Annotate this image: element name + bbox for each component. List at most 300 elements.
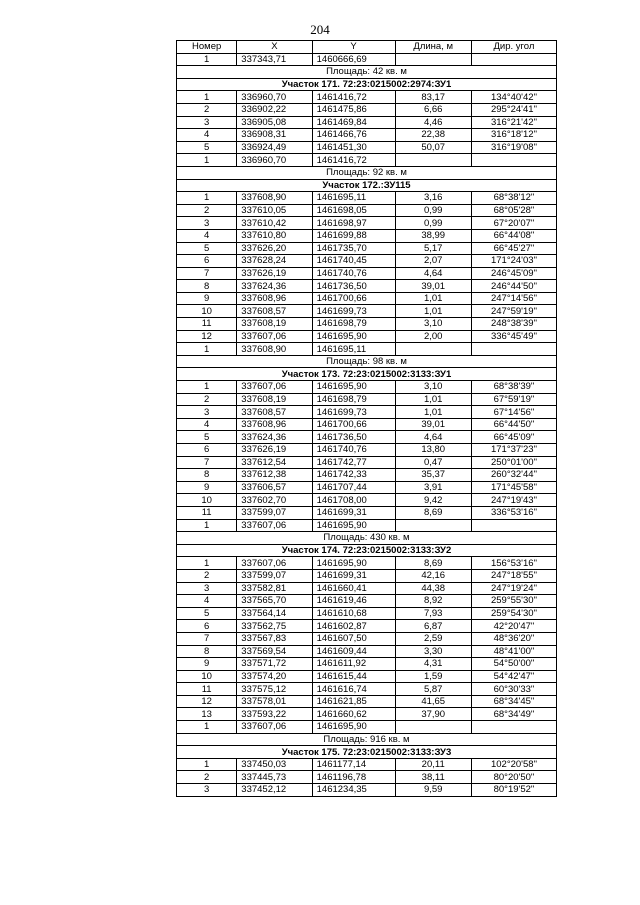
- table-row: [177, 204, 557, 217]
- direction-angle-cell: 54°50'00": [471, 658, 556, 671]
- table-row: [177, 318, 557, 331]
- point-number-cell: 1: [177, 343, 237, 356]
- coord-x-cell: 337607,06: [237, 519, 312, 532]
- point-number-cell: 1: [177, 154, 237, 167]
- coord-x-cell: 336960,70: [237, 154, 312, 167]
- segment-length-cell: 6,87: [395, 620, 471, 633]
- direction-angle-cell: 247°19'43": [471, 494, 556, 507]
- coord-x-cell: 337607,06: [237, 557, 312, 570]
- direction-angle-cell: 336°53'16": [471, 506, 556, 519]
- coord-y-cell: 1461466,76: [312, 129, 395, 142]
- point-number-cell: 12: [177, 330, 237, 343]
- segment-length-cell: 4,64: [395, 431, 471, 444]
- coord-y-cell: 1461234,35: [312, 784, 395, 797]
- segment-length-cell: 2,59: [395, 632, 471, 645]
- table-row: [177, 91, 557, 104]
- header-y: Y: [312, 41, 395, 54]
- segment-length-cell: 22,38: [395, 129, 471, 142]
- coord-y-cell: 1461699,88: [312, 229, 395, 242]
- segment-length-cell: 0,99: [395, 204, 471, 217]
- coord-x-cell: 336902,22: [237, 103, 312, 116]
- area-row: [177, 733, 557, 746]
- segment-length-cell: 20,11: [395, 758, 471, 771]
- table-row: [177, 267, 557, 280]
- coord-x-cell: 337608,90: [237, 343, 312, 356]
- coord-x-cell: 337445,73: [237, 771, 312, 784]
- coord-y-cell: 1461740,76: [312, 267, 395, 280]
- coord-x-cell: 337612,38: [237, 469, 312, 482]
- coord-x-cell: 337624,36: [237, 431, 312, 444]
- point-number-cell: 6: [177, 255, 237, 268]
- table-row: [177, 494, 557, 507]
- table-row: [177, 53, 557, 66]
- coord-x-cell: 337607,06: [237, 381, 312, 394]
- segment-length-cell: 50,07: [395, 141, 471, 154]
- coord-x-cell: 337610,05: [237, 204, 312, 217]
- table-row: [177, 217, 557, 230]
- point-number-cell: 8: [177, 280, 237, 293]
- segment-length-cell: 1,01: [395, 292, 471, 305]
- table-row: [177, 280, 557, 293]
- plot-title-row: [177, 179, 557, 192]
- coord-y-cell: 1460666,69: [312, 53, 395, 66]
- table-row: [177, 683, 557, 696]
- coord-x-cell: 337574,20: [237, 670, 312, 683]
- coord-y-cell: 1461609,44: [312, 645, 395, 658]
- coord-x-cell: 337610,80: [237, 229, 312, 242]
- point-number-cell: 11: [177, 506, 237, 519]
- coord-x-cell: 336924,49: [237, 141, 312, 154]
- coord-y-cell: 1461707,44: [312, 481, 395, 494]
- point-number-cell: 7: [177, 267, 237, 280]
- plot-title: Участок 175. 72:23:0215002:3133:ЗУ3: [177, 746, 557, 759]
- point-number-cell: 1: [177, 381, 237, 394]
- coord-y-cell: 1461740,76: [312, 444, 395, 457]
- coord-x-cell: 336960,70: [237, 91, 312, 104]
- segment-length-cell: 6,66: [395, 103, 471, 116]
- table-row: [177, 255, 557, 268]
- header-number: Номер: [177, 41, 237, 54]
- direction-angle-cell: 246°45'09": [471, 267, 556, 280]
- point-number-cell: 2: [177, 569, 237, 582]
- coord-x-cell: 337607,06: [237, 330, 312, 343]
- table-row: [177, 595, 557, 608]
- table-row: [177, 406, 557, 419]
- point-number-cell: 2: [177, 393, 237, 406]
- direction-angle-cell: 67°20'07": [471, 217, 556, 230]
- direction-angle-cell: 171°37'23": [471, 444, 556, 457]
- coord-x-cell: 337571,72: [237, 658, 312, 671]
- point-number-cell: 9: [177, 658, 237, 671]
- table-row: [177, 444, 557, 457]
- point-number-cell: 7: [177, 632, 237, 645]
- coord-x-cell: 337606,57: [237, 481, 312, 494]
- coord-y-cell: 1461416,72: [312, 91, 395, 104]
- direction-angle-cell: 260°32'44": [471, 469, 556, 482]
- coord-y-cell: 1461695,90: [312, 519, 395, 532]
- direction-angle-cell: 246°44'50": [471, 280, 556, 293]
- segment-length-cell: 41,65: [395, 695, 471, 708]
- table-row: [177, 721, 557, 734]
- plot-title: Участок 173. 72:23:0215002:3133:ЗУ1: [177, 368, 557, 381]
- point-number-cell: 3: [177, 582, 237, 595]
- direction-angle-cell: 80°19'52": [471, 784, 556, 797]
- segment-length-cell: 3,10: [395, 318, 471, 331]
- direction-angle-cell: [471, 154, 556, 167]
- coord-y-cell: 1461451,30: [312, 141, 395, 154]
- segment-length-cell: 1,01: [395, 393, 471, 406]
- table-row: [177, 381, 557, 394]
- table-row: [177, 569, 557, 582]
- segment-length-cell: 37,90: [395, 708, 471, 721]
- segment-length-cell: 38,11: [395, 771, 471, 784]
- point-number-cell: 1: [177, 758, 237, 771]
- point-number-cell: 4: [177, 595, 237, 608]
- coord-y-cell: 1461610,68: [312, 607, 395, 620]
- point-number-cell: 3: [177, 406, 237, 419]
- segment-length-cell: 8,69: [395, 506, 471, 519]
- table-row: [177, 242, 557, 255]
- point-number-cell: 4: [177, 129, 237, 142]
- coord-y-cell: 1461698,97: [312, 217, 395, 230]
- segment-length-cell: 0,47: [395, 456, 471, 469]
- segment-length-cell: 4,46: [395, 116, 471, 129]
- coord-y-cell: 1461698,79: [312, 318, 395, 331]
- segment-length-cell: 3,30: [395, 645, 471, 658]
- point-number-cell: 1: [177, 91, 237, 104]
- table-row: [177, 607, 557, 620]
- coord-x-cell: 337599,07: [237, 506, 312, 519]
- direction-angle-cell: 67°14'56": [471, 406, 556, 419]
- point-number-cell: 12: [177, 695, 237, 708]
- point-number-cell: 8: [177, 645, 237, 658]
- header-x: X: [237, 41, 312, 54]
- coordinates-table: [176, 40, 557, 797]
- coord-y-cell: 1461611,92: [312, 658, 395, 671]
- coord-x-cell: 337565,70: [237, 595, 312, 608]
- direction-angle-cell: [471, 519, 556, 532]
- area-label: Площадь: 916 кв. м: [177, 733, 557, 746]
- table-row: [177, 519, 557, 532]
- coord-x-cell: 337593,22: [237, 708, 312, 721]
- area-row: [177, 532, 557, 545]
- coord-y-cell: 1461196,78: [312, 771, 395, 784]
- coord-x-cell: 337612,54: [237, 456, 312, 469]
- direction-angle-cell: 247°59'19": [471, 305, 556, 318]
- coord-y-cell: 1461695,90: [312, 330, 395, 343]
- coord-y-cell: 1461742,33: [312, 469, 395, 482]
- table-row: [177, 456, 557, 469]
- direction-angle-cell: 247°14'56": [471, 292, 556, 305]
- table-header-row: [177, 41, 557, 54]
- point-number-cell: 2: [177, 204, 237, 217]
- segment-length-cell: 42,16: [395, 569, 471, 582]
- area-label: Площадь: 92 кв. м: [177, 166, 557, 179]
- coord-y-cell: 1461736,50: [312, 431, 395, 444]
- point-number-cell: 6: [177, 444, 237, 457]
- coord-y-cell: 1461615,44: [312, 670, 395, 683]
- point-number-cell: 6: [177, 620, 237, 633]
- plot-title: Участок 174. 72:23:0215002:3133:ЗУ2: [177, 544, 557, 557]
- coord-y-cell: 1461698,79: [312, 393, 395, 406]
- coord-x-cell: 337608,57: [237, 305, 312, 318]
- coord-x-cell: 336908,31: [237, 129, 312, 142]
- direction-angle-cell: 48°41'00": [471, 645, 556, 658]
- coord-y-cell: 1461699,31: [312, 569, 395, 582]
- table-row: [177, 670, 557, 683]
- direction-angle-cell: 295°24'41": [471, 103, 556, 116]
- point-number-cell: 5: [177, 607, 237, 620]
- direction-angle-cell: 102°20'58": [471, 758, 556, 771]
- coord-y-cell: 1461469,84: [312, 116, 395, 129]
- table-row: [177, 418, 557, 431]
- coord-x-cell: 337608,96: [237, 292, 312, 305]
- coord-x-cell: 337608,96: [237, 418, 312, 431]
- table-row: [177, 141, 557, 154]
- point-number-cell: 9: [177, 292, 237, 305]
- segment-length-cell: 35,37: [395, 469, 471, 482]
- point-number-cell: 4: [177, 418, 237, 431]
- point-number-cell: 1: [177, 192, 237, 205]
- table-row: [177, 103, 557, 116]
- segment-length-cell: 83,17: [395, 91, 471, 104]
- coord-y-cell: 1461740,45: [312, 255, 395, 268]
- segment-length-cell: [395, 519, 471, 532]
- point-number-cell: 5: [177, 431, 237, 444]
- table-row: [177, 393, 557, 406]
- table-row: [177, 632, 557, 645]
- point-number-cell: 2: [177, 771, 237, 784]
- segment-length-cell: [395, 154, 471, 167]
- segment-length-cell: 5,87: [395, 683, 471, 696]
- segment-length-cell: 3,16: [395, 192, 471, 205]
- table-row: [177, 154, 557, 167]
- table-row: [177, 192, 557, 205]
- direction-angle-cell: 336°45'49": [471, 330, 556, 343]
- coord-y-cell: 1461475,86: [312, 103, 395, 116]
- direction-angle-cell: 259°54'30": [471, 607, 556, 620]
- direction-angle-cell: 60°30'33": [471, 683, 556, 696]
- direction-angle-cell: 66°45'27": [471, 242, 556, 255]
- segment-length-cell: [395, 343, 471, 356]
- point-number-cell: 7: [177, 456, 237, 469]
- coord-x-cell: 337452,12: [237, 784, 312, 797]
- coord-x-cell: 337626,19: [237, 444, 312, 457]
- coord-y-cell: 1461708,00: [312, 494, 395, 507]
- table-row: [177, 620, 557, 633]
- coord-y-cell: 1461735,70: [312, 242, 395, 255]
- table-row: [177, 557, 557, 570]
- coord-x-cell: 336905,08: [237, 116, 312, 129]
- coord-x-cell: 337608,19: [237, 393, 312, 406]
- table-row: [177, 343, 557, 356]
- coord-y-cell: 1461700,66: [312, 292, 395, 305]
- header-length: Длина, м: [395, 41, 471, 54]
- direction-angle-cell: [471, 53, 556, 66]
- point-number-cell: 5: [177, 242, 237, 255]
- table-row: [177, 116, 557, 129]
- coord-y-cell: 1461619,46: [312, 595, 395, 608]
- segment-length-cell: 39,01: [395, 280, 471, 293]
- point-number-cell: 13: [177, 708, 237, 721]
- direction-angle-cell: 80°20'50": [471, 771, 556, 784]
- area-label: Площадь: 430 кв. м: [177, 532, 557, 545]
- segment-length-cell: 4,31: [395, 658, 471, 671]
- direction-angle-cell: 247°18'55": [471, 569, 556, 582]
- point-number-cell: 10: [177, 305, 237, 318]
- coord-x-cell: 337608,90: [237, 192, 312, 205]
- point-number-cell: 3: [177, 784, 237, 797]
- coord-x-cell: 337624,36: [237, 280, 312, 293]
- coord-x-cell: 337607,06: [237, 721, 312, 734]
- coord-x-cell: 337602,70: [237, 494, 312, 507]
- point-number-cell: 11: [177, 683, 237, 696]
- point-number-cell: 5: [177, 141, 237, 154]
- direction-angle-cell: 66°45'09": [471, 431, 556, 444]
- segment-length-cell: 3,91: [395, 481, 471, 494]
- direction-angle-cell: 42°20'47": [471, 620, 556, 633]
- segment-length-cell: 39,01: [395, 418, 471, 431]
- coord-y-cell: 1461602,87: [312, 620, 395, 633]
- point-number-cell: 8: [177, 469, 237, 482]
- direction-angle-cell: 316°18'12": [471, 129, 556, 142]
- area-row: [177, 166, 557, 179]
- segment-length-cell: 38,99: [395, 229, 471, 242]
- segment-length-cell: 9,59: [395, 784, 471, 797]
- table-row: [177, 229, 557, 242]
- point-number-cell: 10: [177, 494, 237, 507]
- direction-angle-cell: 134°40'42": [471, 91, 556, 104]
- table-row: [177, 305, 557, 318]
- table-row: [177, 784, 557, 797]
- direction-angle-cell: 316°21'42": [471, 116, 556, 129]
- coord-x-cell: 337582,81: [237, 582, 312, 595]
- point-number-cell: 1: [177, 519, 237, 532]
- coord-x-cell: 337626,19: [237, 267, 312, 280]
- coord-x-cell: 337569,54: [237, 645, 312, 658]
- coord-x-cell: 337450,03: [237, 758, 312, 771]
- point-number-cell: 3: [177, 116, 237, 129]
- segment-length-cell: 1,01: [395, 406, 471, 419]
- coord-y-cell: 1461699,31: [312, 506, 395, 519]
- segment-length-cell: 9,42: [395, 494, 471, 507]
- table-row: [177, 506, 557, 519]
- direction-angle-cell: [471, 721, 556, 734]
- coord-x-cell: 337608,19: [237, 318, 312, 331]
- coord-y-cell: 1461700,66: [312, 418, 395, 431]
- direction-angle-cell: 68°34'45": [471, 695, 556, 708]
- direction-angle-cell: 248°38'39": [471, 318, 556, 331]
- table-row: [177, 431, 557, 444]
- area-row: [177, 66, 557, 79]
- area-label: Площадь: 98 кв. м: [177, 355, 557, 368]
- direction-angle-cell: 250°01'00": [471, 456, 556, 469]
- coord-y-cell: 1461416,72: [312, 154, 395, 167]
- segment-length-cell: 7,93: [395, 607, 471, 620]
- table-body: [177, 53, 557, 796]
- segment-length-cell: 5,17: [395, 242, 471, 255]
- segment-length-cell: 0,99: [395, 217, 471, 230]
- segment-length-cell: 1,01: [395, 305, 471, 318]
- coord-x-cell: 337626,20: [237, 242, 312, 255]
- direction-angle-cell: 316°19'08": [471, 141, 556, 154]
- direction-angle-cell: 247°19'24": [471, 582, 556, 595]
- segment-length-cell: [395, 721, 471, 734]
- direction-angle-cell: [471, 343, 556, 356]
- direction-angle-cell: 156°53'16": [471, 557, 556, 570]
- direction-angle-cell: 66°44'50": [471, 418, 556, 431]
- direction-angle-cell: 171°24'03": [471, 255, 556, 268]
- coord-y-cell: 1461660,62: [312, 708, 395, 721]
- coord-x-cell: 337575,12: [237, 683, 312, 696]
- table-row: [177, 758, 557, 771]
- coord-x-cell: 337608,57: [237, 406, 312, 419]
- coord-x-cell: 337610,42: [237, 217, 312, 230]
- point-number-cell: 9: [177, 481, 237, 494]
- direction-angle-cell: 54°42'47": [471, 670, 556, 683]
- point-number-cell: 11: [177, 318, 237, 331]
- page-number: 204: [310, 22, 330, 37]
- coord-y-cell: 1461698,05: [312, 204, 395, 217]
- table-row: [177, 129, 557, 142]
- coord-y-cell: 1461607,50: [312, 632, 395, 645]
- point-number-cell: 1: [177, 557, 237, 570]
- plot-title-row: [177, 368, 557, 381]
- point-number-cell: 1: [177, 53, 237, 66]
- coord-x-cell: 337564,14: [237, 607, 312, 620]
- direction-angle-cell: 68°38'39": [471, 381, 556, 394]
- table-row: [177, 695, 557, 708]
- direction-angle-cell: 68°38'12": [471, 192, 556, 205]
- coord-y-cell: 1461621,85: [312, 695, 395, 708]
- segment-length-cell: 4,64: [395, 267, 471, 280]
- coord-y-cell: 1461695,90: [312, 381, 395, 394]
- table-row: [177, 469, 557, 482]
- plot-title: Участок 172.:ЗУ115: [177, 179, 557, 192]
- coord-y-cell: 1461695,90: [312, 721, 395, 734]
- coord-x-cell: 337578,01: [237, 695, 312, 708]
- coord-y-cell: 1461695,11: [312, 343, 395, 356]
- segment-length-cell: 13,80: [395, 444, 471, 457]
- area-label: Площадь: 42 кв. м: [177, 66, 557, 79]
- direction-angle-cell: 66°44'08": [471, 229, 556, 242]
- segment-length-cell: 3,10: [395, 381, 471, 394]
- direction-angle-cell: 259°55'30": [471, 595, 556, 608]
- direction-angle-cell: 67°59'19": [471, 393, 556, 406]
- coord-y-cell: 1461660,41: [312, 582, 395, 595]
- table-row: [177, 330, 557, 343]
- coord-y-cell: 1461695,90: [312, 557, 395, 570]
- coord-y-cell: 1461695,11: [312, 192, 395, 205]
- segment-length-cell: 44,38: [395, 582, 471, 595]
- segment-length-cell: 8,69: [395, 557, 471, 570]
- plot-title-row: [177, 544, 557, 557]
- table-row: [177, 481, 557, 494]
- table-row: [177, 292, 557, 305]
- coord-y-cell: 1461699,73: [312, 305, 395, 318]
- direction-angle-cell: 68°05'28": [471, 204, 556, 217]
- segment-length-cell: [395, 53, 471, 66]
- point-number-cell: 3: [177, 217, 237, 230]
- table-row: [177, 582, 557, 595]
- direction-angle-cell: 171°45'58": [471, 481, 556, 494]
- point-number-cell: 4: [177, 229, 237, 242]
- point-number-cell: 10: [177, 670, 237, 683]
- header-angle: Дир. угол: [471, 41, 556, 54]
- plot-title-row: [177, 746, 557, 759]
- coord-y-cell: 1461742,77: [312, 456, 395, 469]
- table-row: [177, 708, 557, 721]
